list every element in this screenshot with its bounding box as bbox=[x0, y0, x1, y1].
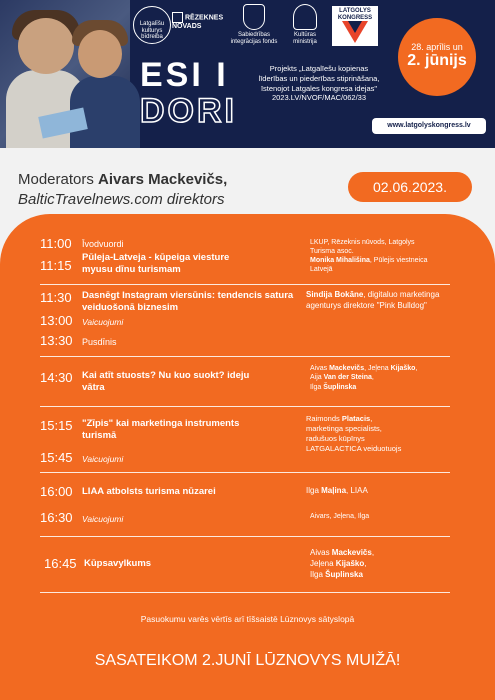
date-badge-line1: 28. aprīlis un bbox=[411, 42, 463, 52]
website-link[interactable]: www.latgolyskongress.lv bbox=[372, 118, 486, 134]
schedule-panel bbox=[0, 214, 495, 700]
session-title-8: Vaicuojumi bbox=[82, 454, 124, 464]
session-title-1: Īvodvuordi bbox=[82, 239, 124, 249]
time-10: 16:30 bbox=[40, 510, 73, 525]
date-badge-line2: 2. jūnijs bbox=[407, 52, 467, 69]
title-line2: DORI bbox=[140, 92, 237, 130]
time-8: 15:45 bbox=[40, 450, 73, 465]
time-9: 16:00 bbox=[40, 484, 73, 499]
session-title-6: Kai atīt stuosts? Nu kuo suokt? ideju vātra bbox=[82, 370, 250, 394]
divider bbox=[40, 472, 450, 473]
lkb-logo bbox=[133, 6, 171, 44]
moderator-block bbox=[18, 170, 227, 211]
speaker-10: Aivars, Jeļena, Ilga bbox=[310, 513, 370, 520]
session-title-3: Dasnēgt Instagram viersūnis: tendencis satura veiduošonā biznesim bbox=[82, 290, 294, 314]
speaker-1: LKUP, Rēzeknis nūvods, Latgolys Turisma asoc. bbox=[310, 239, 415, 256]
header-banner bbox=[0, 0, 495, 148]
rezekne-logo bbox=[172, 12, 228, 31]
speaker-11: Aivas Mackevičs, Jeļena Kijaško, Ilga Šuplinska bbox=[310, 548, 375, 579]
divider bbox=[40, 536, 450, 537]
divider bbox=[40, 356, 450, 357]
speaker-6: Aivas Mackevičs, Jeļena Kijaško, Aija Van der Steina, Ilga Šuplinska bbox=[310, 365, 418, 391]
kongress-logo bbox=[332, 6, 378, 46]
moderator-role: BalticTravelnews.com direktors bbox=[18, 191, 225, 209]
km-logo bbox=[284, 4, 326, 45]
speaker-9: Ilga Maļina, LIAA bbox=[306, 486, 368, 495]
divider bbox=[40, 406, 450, 407]
speaker-7: Raimonds Platacis, marketinga specialists, radušuos kūpīnys LATGALACTICA veiduotuojs bbox=[306, 414, 402, 454]
session-title-5: Pusdīnis bbox=[82, 337, 117, 347]
stream-note: Pasuokumu varēs vērtīs arī tīšsaistē Lūznovys sātyslopā bbox=[140, 614, 355, 624]
divider bbox=[40, 592, 450, 593]
rezekne-logo-text: RĒZEKNES NOVADS bbox=[172, 14, 224, 30]
moderator-label: Moderators bbox=[18, 171, 94, 188]
session-title-9: LIAA atbolsts turisma nūzarei bbox=[82, 486, 216, 497]
event-date: 02.06.2023. bbox=[348, 172, 472, 202]
time-5: 13:30 bbox=[40, 333, 73, 348]
time-7: 15:15 bbox=[40, 418, 73, 433]
time-6: 14:30 bbox=[40, 370, 73, 385]
moderator-name: Aivars Mackevičs, bbox=[98, 171, 228, 188]
time-3: 11:30 bbox=[40, 290, 72, 305]
sif-logo bbox=[228, 4, 280, 45]
time-11: 16:45 bbox=[44, 556, 77, 571]
lkb-logo-text: Latgalīšu kulturys bīdreiba bbox=[139, 21, 165, 41]
kongress-logo-text: LATGOLYS KONGRESS bbox=[337, 8, 373, 21]
call-to-action: SASATEIKOM 2.JUNĪ LŪZNOVYS MUIŽĀ! bbox=[94, 652, 401, 669]
speaker-3: Sindija Bokāne, digitaluo marketinga agenturys direktore "Pink Bulldog" bbox=[306, 290, 440, 310]
time-1: 11:00 bbox=[40, 236, 72, 251]
session-title-11: Kūpsavylkums bbox=[84, 558, 152, 569]
speaker-2: Monika Mihališina, Pūlejis viestneica Latvejā bbox=[310, 257, 428, 274]
time-4: 13:00 bbox=[40, 313, 73, 328]
time-2: 11:15 bbox=[40, 258, 72, 273]
session-title-10: Vaicuojumi bbox=[82, 514, 124, 524]
sif-logo-text: Sabiedrības integrācijas fonds bbox=[230, 32, 278, 45]
header-photo bbox=[0, 0, 130, 148]
km-logo-text: Kultūras ministrija bbox=[293, 32, 317, 45]
title-line1: ESI I bbox=[140, 56, 229, 94]
session-title-7: "Zīpis" kai marketinga instruments turismā bbox=[82, 418, 240, 442]
project-description: Projekts „Latgalīešu kopienas līderības un piederības stiprināšana, īstenojot Latgales kongresa idejas" 2023.LV/NVOF/MAC/062/33 bbox=[258, 64, 380, 103]
session-title-4: Vaicuojumi bbox=[82, 317, 124, 327]
session-title-2: Pūleja-Latveja - kūpeiga viesture myusu dīnu turismam bbox=[82, 252, 230, 276]
date-badge bbox=[398, 18, 476, 96]
divider bbox=[40, 284, 450, 285]
